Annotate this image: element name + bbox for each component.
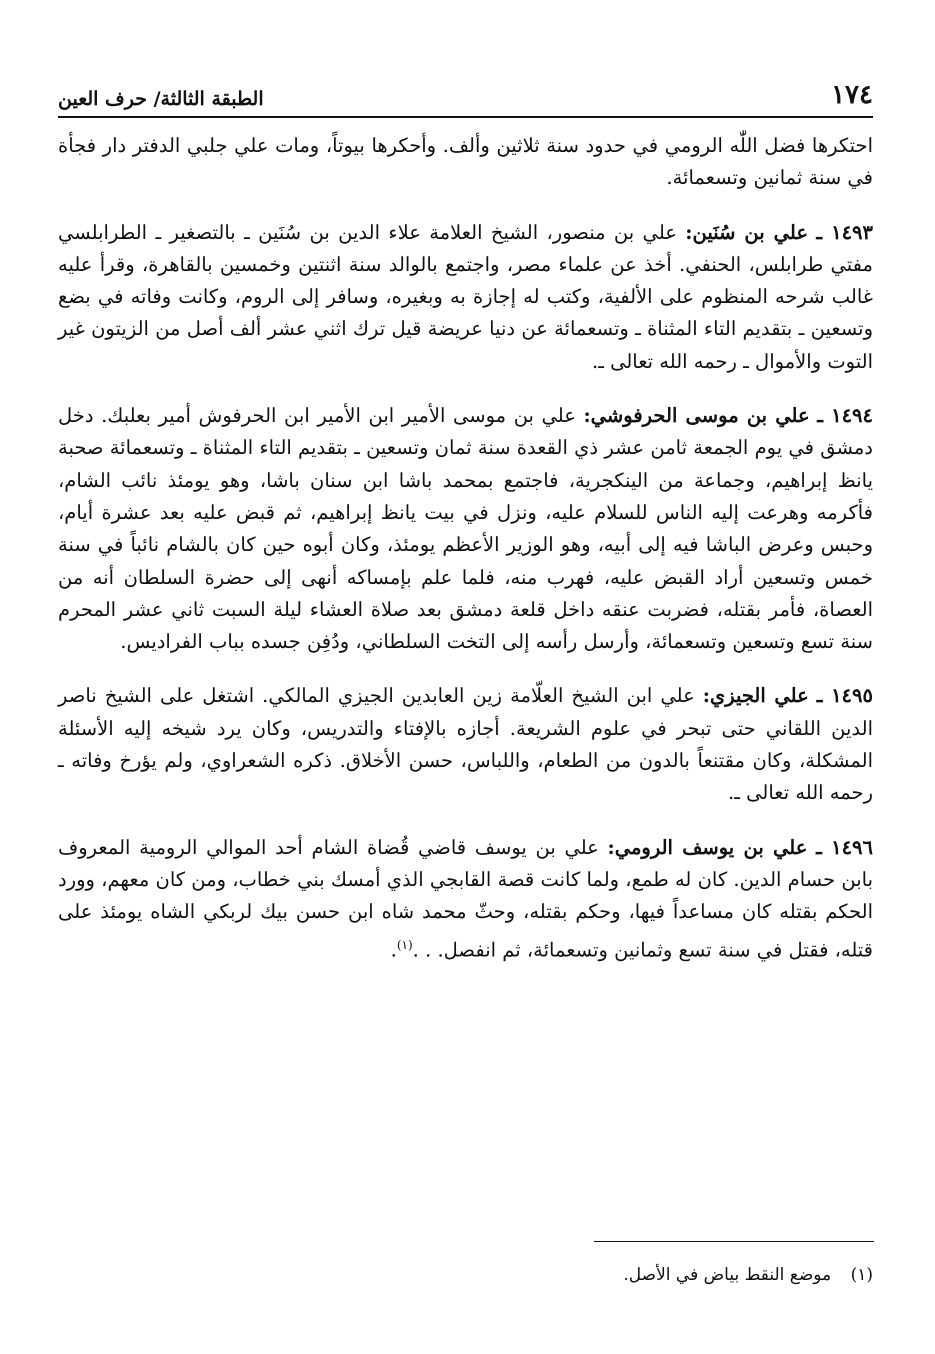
footnote xyxy=(58,1262,873,1288)
entry-name: علي الجيزي: xyxy=(702,684,809,708)
entry-text: علي بن منصور، الشيخ العلامة علاء الدين بن سُنَين ـ بالتصغير ـ الطرابلسي مفتي طرابلس، الحنفي. أخذ عن علماء مصر، واجتمع بالوالد سنة اثنتين وخمسين بالقاهرة، وقرأ عليه غالب شرحه المنظوم على الألفية، وكتب له إجازة به وبغيره، وسافر إلى الروم، وكانت وفاته في بضع وتسعين ـ بتقديم التاء المثناة ـ وتسعمائة عن دنيا عريضة قيل ترك اثني عشر ألف أصل من الزيتون غير التوت والأموال ـ رحمه الله تعالى ـ. xyxy=(58,220,873,373)
entry-text: علي بن يوسف قاضي قُضاة الشام أحد الموالي الرومية المعروف بابن حسام الدين. كان له طمع، ولما كانت قصة القابجي الذي أمسك بني خطاب، ومن كان معهم، وورد الحكم بقتله كان مساعداً فيها، وحكم بقتله، وحثّ محمد شاه ابن حسن بيك لربكي الشاه يومئذ على قتله، فقتل في سنة تسع وثمانين وتسعمائة، ثم انفصل. . . xyxy=(58,835,873,962)
entry-1494 xyxy=(58,400,873,658)
header-rule xyxy=(58,116,873,118)
entry-number: ١٤٩٥ ـ xyxy=(816,684,873,708)
entry-number: ١٤٩٤ ـ xyxy=(817,404,874,428)
entry-1495 xyxy=(58,680,873,809)
entry-number: ١٤٩٣ ـ xyxy=(816,220,873,244)
entry-number: ١٤٩٦ ـ xyxy=(816,835,873,859)
footnote-reference: (١) xyxy=(396,937,413,952)
page-number: ١٧٤ xyxy=(831,80,873,110)
entry-name: علي بن يوسف الرومي: xyxy=(607,835,808,859)
page-header xyxy=(58,72,873,110)
intro-paragraph: احتكرها فضل اللّٰه الرومي في حدود سنة ثلاثين وألف. وأحكرها بيوتاً، ومات علي جلبي الدفتر دار فجأة في سنة ثمانين وتسعمائة. xyxy=(58,134,873,190)
footnote-text: موضع النقط بياض في الأصل. xyxy=(623,1265,832,1285)
footnote-rule xyxy=(594,1241,874,1242)
page-body xyxy=(58,130,873,966)
entry-text: علي بن موسى الأمير ابن الأمير ابن الحرفوش أمير بعلبك. دخل دمشق في يوم الجمعة ثامن عشر ذي القعدة سنة ثمان وتسعين ـ بتقديم التاء المثناة ـ وتسعمائة صحبة يانظ إبراهيم، وجماعة من الينكجرية، فاجتمع بمحمد باشا ابن سنان باشا، وهو يومئذ نائب الشام، فأكرمه وهرعت إليه الناس للسلام عليه، ونزل في بيت يانظ إبراهيم، ثم قبض عليه بعد عشرة أيام، وحبس وعرض الباشا فيه إلى أبيه، وهو الوزير الأعظم يومئذ، وكان أبوه حين كان بالشام نائباً في سنة خمس وتسعين أراد القبض عليه، فهرب منه، فلما علم بإمساكه أنهى إلى حضرة السلطان أنه من العصاة، فأمر بقتله، فضربت عنقه داخل قلعة دمشق بعد صلاة العشاء ليلة السبت ثاني عشر المحرم سنة تسع وتسعين وتسعمائة، وأرسل رأسه إلى التخت السلطاني، ودُفِن جسده بباب الفراديس. xyxy=(58,404,873,654)
entry-text: علي ابن الشيخ العلّامة زين العابدين الجيزي المالكي. اشتغل على الشيخ ناصر الدين اللقاني حتى تبحر في علوم الشريعة. أجازه بالإفتاء والتدريس، وكان يرد شيخه إليه الأسئلة المشكلة، وكان مقتنعاً بالدون من الطعام، واللباس، حسن الأخلاق. ذكره الشعراوي، ولم يؤرخ وفاته ـ رحمه الله تعالى ـ. xyxy=(58,684,873,805)
footnote-marker: (١) xyxy=(850,1265,873,1285)
entry-name: علي بن سُنَين: xyxy=(685,220,809,244)
running-title: الطبقة الثالثة/ حرف العين xyxy=(58,88,264,110)
entry-1493 xyxy=(58,217,873,378)
entry-name: علي بن موسى الحرفوشي: xyxy=(583,404,810,428)
entry-1496: ١٤٩٦ ـ علي بن يوسف الرومي: علي بن يوسف قاضي قُضاة الشام أحد الموالي الرومية المعروف بابن حسام الدين. كان له طمع، ولما كانت قصة القابجي الذي أمسك بني خطاب، ومن كان معهم، وورد الحكم بقتله كان مساعداً فيها، وحكم بقتله، وحثّ محمد شاه ابن حسن بيك لربكي الشاه يومئذ على قتله، فقتل في سنة تسع وثمانين وتسعمائة، ثم انفصل. . .$^{(١)}$. xyxy=(58,835,873,962)
